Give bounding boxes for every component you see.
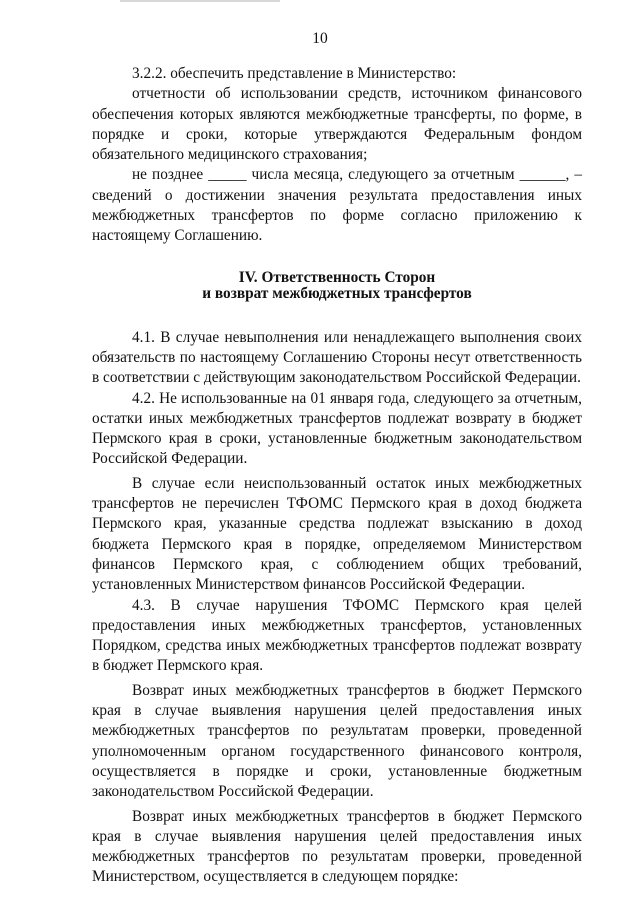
paragraph-4-2: 4.2. Не использованные на 01 января года, следующего за отчетным, остатки иных межбюджетных трансфертов подлежат возврату в бюджет Пермского края в сроки, установленные бюджетным законодательством Российской Федерации. — [92, 389, 582, 468]
spacer — [92, 247, 582, 270]
paragraph-3-2-2: 3.2.2. обеспечить представление в Министерство: — [132, 65, 457, 82]
paragraph-deadline: не позднее _____ числа месяца, следующего за отчетным ______, – сведений о достижении значения результата предоставления иных межбюджетных трансфертов по форме согласно приложению к настоящему Соглашению. — [92, 166, 582, 245]
paragraph-reporting: отчетности об использовании средств, источником финансового обеспечения которых являются межбюджетные трансферты, по форме, в порядке и сроки, которые утверждаются Федеральным фондом обязательного медицинского страхования; — [92, 85, 582, 164]
document-body — [92, 64, 582, 888]
section-heading — [92, 270, 582, 302]
paragraph-unused-balance: В случае если неиспользованный остаток иных межбюджетных трансфертов не перечислен ТФОМС Пермского края в доход бюджета Пермского края, указанные средства подлежат взысканию в доход бюджета Пермского края в порядке, определяемом Министерством финансов Пермского края, с соблюдением общих требований, установленных Министерством финансов Российской Федерации. — [92, 474, 582, 594]
page-number: 10 — [312, 30, 328, 47]
section-heading-line-1: IV. Ответственность Сторон — [238, 268, 436, 286]
paragraph-return-ministry: Возврат иных межбюджетных трансфертов в бюджет Пермского края в случае выявления нарушения целей предоставления иных межбюджетных трансфертов по результатам проверки, проведенной Министерством, осуществляется в следующем порядке: — [92, 807, 582, 886]
section-heading-line-2: и возврат межбюджетных трансфертов — [202, 284, 472, 302]
paragraph-return-control: Возврат иных межбюджетных трансфертов в бюджет Пермского края в случае выявления нарушения целей предоставления иных межбюджетных трансфертов по результатам проверки, проведенной уполномоченным органом государственного финансового контроля, осуществляется в порядке и сроки, установленные бюджетным законодательством Российской Федерации. — [92, 681, 582, 801]
paragraph-4-3: 4.3. В случае нарушения ТФОМС Пермского края целей предоставления иных межбюджетных трансфертов, установленных Порядком, средства иных межбюджетных трансфертов подлежат возврату в бюджет Пермского края. — [92, 596, 582, 675]
paragraph-4-1: 4.1. В случае невыполнения или ненадлежащего выполнения своих обязательств по настоящему Соглашению Стороны несут ответственность в соответствии с действующим законодательством Российской Федерации. — [92, 328, 582, 387]
spacer — [92, 302, 582, 328]
scan-artifact — [120, 0, 280, 2]
